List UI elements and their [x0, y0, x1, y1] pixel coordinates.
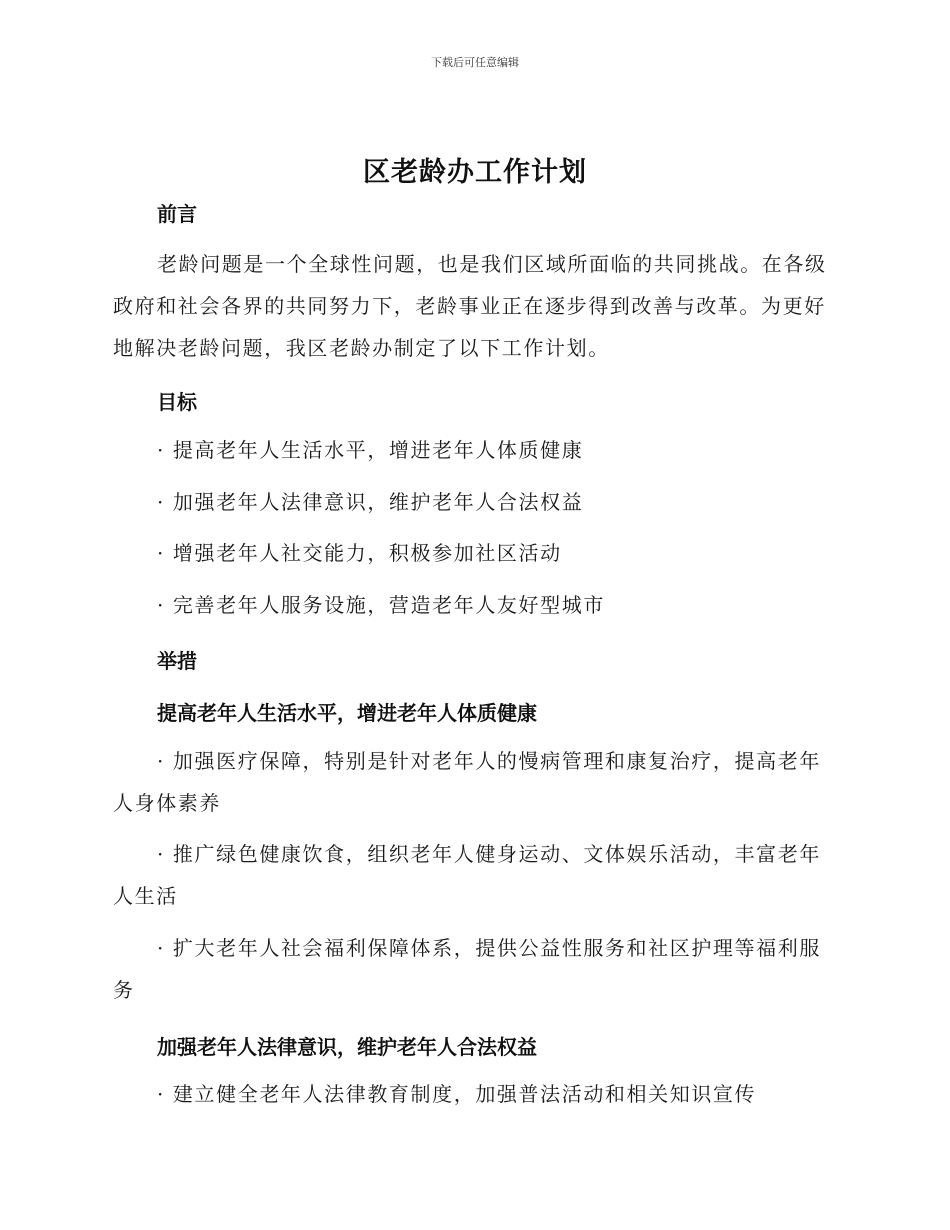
measure-item: · 扩大老年人社会福利保障体系，提供公益性服务和社区护理等福利服务 [113, 936, 821, 1002]
goal-item: · 加强老年人法律意识，维护老年人合法权益 [157, 490, 584, 514]
goal-item: · 完善老年人服务设施，营造老年人友好型城市 [157, 593, 605, 617]
goal-item: · 增强老年人社交能力，积极参加社区活动 [157, 541, 562, 565]
subsection-heading-legal-awareness: 加强老年人法律意识，维护老年人合法权益 [157, 1035, 537, 1059]
goal-item: · 提高老年人生活水平，增进老年人体质健康 [157, 438, 584, 462]
preface-paragraph: 老龄问题是一个全球性问题，也是我们区域所面临的共同挑战。在各级政府和社会各界的共同努力下，老龄事业正在逐步得到改善与改革。为更好地解决老龄问题，我区老龄办制定了以下工作计划。 [113, 252, 827, 360]
measure-item: · 建立健全老年人法律教育制度，加强普法活动和相关知识宣传 [157, 1082, 757, 1106]
document-title: 区老龄办工作计划 [363, 157, 587, 188]
header-note: 下载后可任意编辑 [431, 56, 519, 69]
subsection-heading-living-standard: 提高老年人生活水平，增进老年人体质健康 [157, 701, 537, 725]
section-heading-goals: 目标 [157, 390, 197, 414]
section-heading-measures: 举措 [157, 649, 197, 673]
measure-item: · 加强医疗保障，特别是针对老年人的慢病管理和康复治疗，提高老年人身体素养 [113, 749, 821, 815]
measure-item: · 推广绿色健康饮食，组织老年人健身运动、文体娱乐活动，丰富老年人生活 [113, 842, 821, 908]
section-heading-preface: 前言 [157, 202, 197, 226]
